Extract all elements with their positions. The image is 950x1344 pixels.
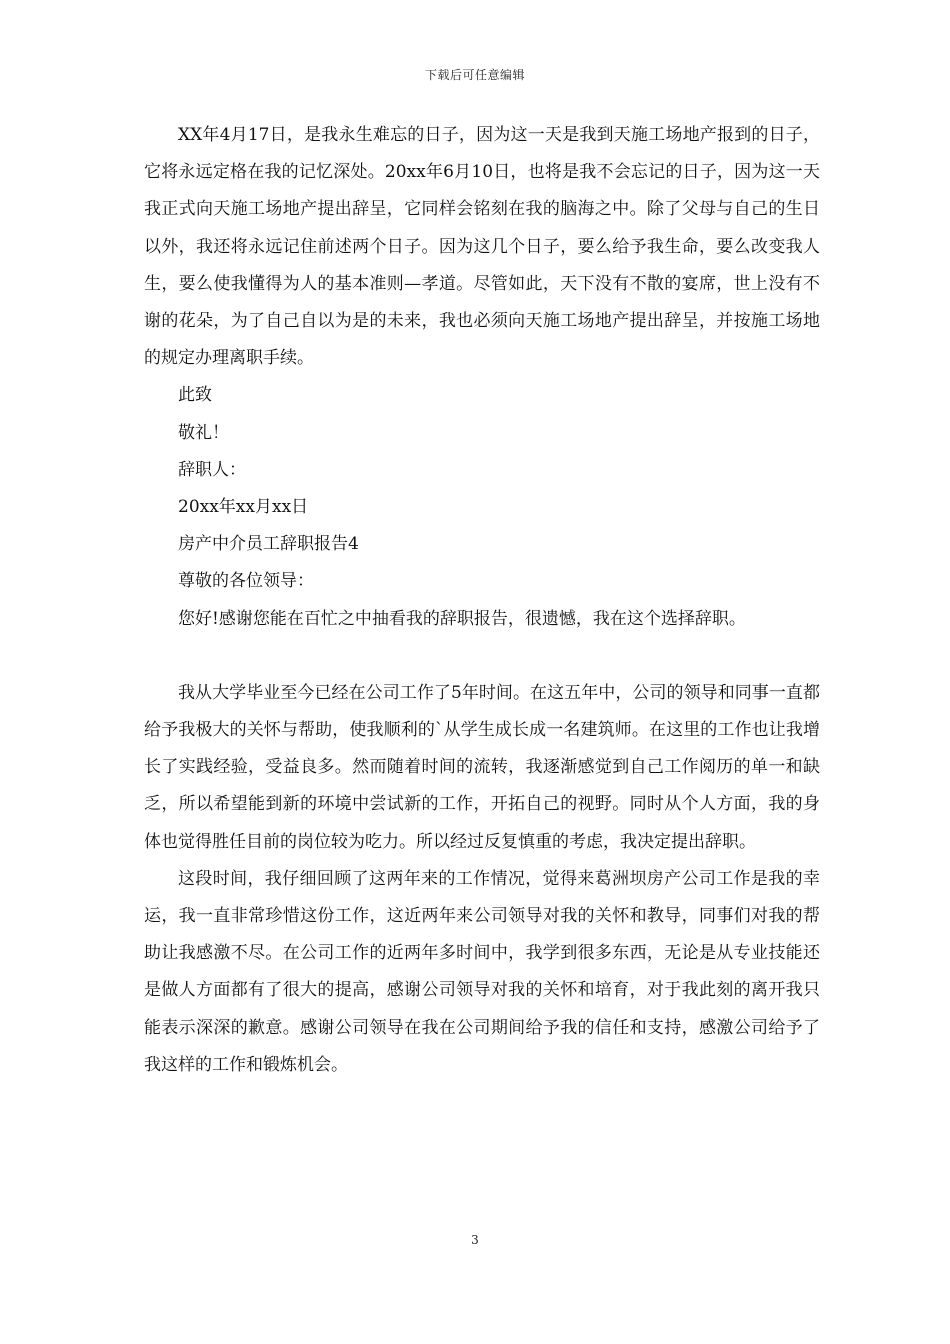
paragraph-2: 我从大学毕业至今已经在公司工作了5年时间。在这五年中，公司的领导和同事一直都给予我极大的关怀与帮助，使我顺利的`从学生成长成一名建筑师。在这里的工作也让我增长了实践经验，受益良多。然而随着时间的流转，我逐渐感觉到自己工作阅历的单一和缺乏，所以希望能到新的环境中尝试新的工作，开拓自己的视野。同时从个人方面，我的身体也觉得胜任目前的岗位较为吃力。所以经过反复慎重的考虑，我决定提出辞职。 xyxy=(144,682,820,852)
signer-label: 辞职人： xyxy=(178,459,246,480)
section-title: 房产中介员工辞职报告4 xyxy=(178,534,359,555)
closing-line-1: 此致 xyxy=(178,385,212,406)
greeting-line: 您好!感谢您能在百忙之中抽看我的辞职报告，很遗憾，我在这个选择辞职。 xyxy=(178,608,746,629)
paragraph-3: 这段时间，我仔细回顾了这两年来的工作情况，觉得来葛洲坝房产公司工作是我的幸运，我一直非常珍惜这份工作，这近两年来公司领导对我的关怀和教导，同事们对我的帮助让我感激不尽。在公司工作的近两年多时间中，我学到很多东西，无论是从专业技能还是做人方面都有了很大的提高，感谢公司领导对我的关怀和培育，对于我此刻的离开我只能表示深深的歉意。感谢公司领导在我在公司期间给予我的信任和支持，感激公司给予了我这样的工作和锻炼机会。 xyxy=(144,868,820,1075)
blank-line xyxy=(144,638,820,675)
document-body xyxy=(144,117,820,1084)
page-number: 3 xyxy=(471,1233,479,1247)
page-header: 下载后可任意编辑 xyxy=(424,68,525,82)
closing-line-2: 敬礼！ xyxy=(178,422,229,443)
signature-date: 20xx年xx月xx日 xyxy=(178,497,309,518)
salutation: 尊敬的各位领导： xyxy=(178,571,314,592)
paragraph-1: XX年4月17日，是我永生难忘的日子，因为这一天是我到天施工场地产报到的日子，它将永远定格在我的记忆深处。20xx年6月10日，也将是我不会忘记的日子，因为这一天我正式向天施工场地产提出辞呈，它同样会铭刻在我的脑海之中。除了父母与自己的生日以外，我还将永远记住前述两个日子。因为这几个日子，要么给予我生命，要么改变我人生，要么使我懂得为人的基本准则—孝道。尽管如此，天下没有不散的宴席，世上没有不谢的花朵，为了自己自以为是的未来，我也必须向天施工场地产提出辞呈，并按施工场地的规定办理离职手续。 xyxy=(144,125,820,369)
